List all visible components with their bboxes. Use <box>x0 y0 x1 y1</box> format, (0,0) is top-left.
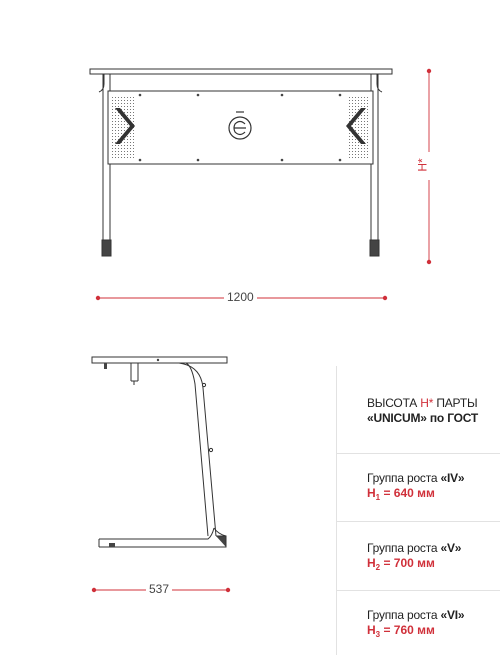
group-label <box>367 471 500 486</box>
h-value: = 760 мм <box>383 623 435 637</box>
group-grade: «VI» <box>440 608 465 622</box>
group-cell-1 <box>337 453 500 521</box>
group-label-text: Группа роста <box>367 608 438 622</box>
h-sub: 1 <box>375 493 381 502</box>
group-height-value <box>367 623 500 642</box>
desk-top-front <box>90 69 392 74</box>
info-title-cell <box>337 366 500 453</box>
group-cell-3 <box>337 590 500 655</box>
group-grade: «V» <box>440 541 462 555</box>
group-label <box>367 541 500 556</box>
depth-label: 537 <box>146 582 172 596</box>
group-height-value <box>367 486 500 505</box>
side-hook <box>131 363 138 385</box>
h-sub: 3 <box>375 630 381 639</box>
group-cell-2 <box>337 521 500 590</box>
h-symbol: H <box>367 486 376 500</box>
desk-side-view <box>92 357 227 547</box>
group-grade: «IV» <box>440 471 465 485</box>
title-prefix: ВЫСОТА <box>367 396 418 410</box>
group-label-text: Группа роста <box>367 541 438 555</box>
h-sub: 2 <box>375 563 381 572</box>
h-symbol: H <box>367 556 376 570</box>
title-h: H* <box>420 396 434 410</box>
height-info-panel <box>336 366 500 655</box>
height-label: H* <box>415 158 430 172</box>
width-label: 1200 <box>224 290 257 304</box>
foot-left <box>102 240 111 256</box>
h-value: = 640 мм <box>383 486 435 500</box>
info-title <box>367 396 500 411</box>
side-base <box>99 528 226 547</box>
foot-right <box>370 240 379 256</box>
desk-front-view <box>90 69 392 256</box>
group-label-text: Группа роста <box>367 471 438 485</box>
title-suffix: ПАРТЫ <box>436 396 478 410</box>
group-height-value <box>367 556 500 575</box>
info-title-line2: «UNICUM» по ГОСТ <box>367 411 479 425</box>
h-symbol: H <box>367 623 376 637</box>
group-label <box>367 608 500 623</box>
h-value: = 700 мм <box>383 556 435 570</box>
desk-top-side <box>92 357 227 363</box>
